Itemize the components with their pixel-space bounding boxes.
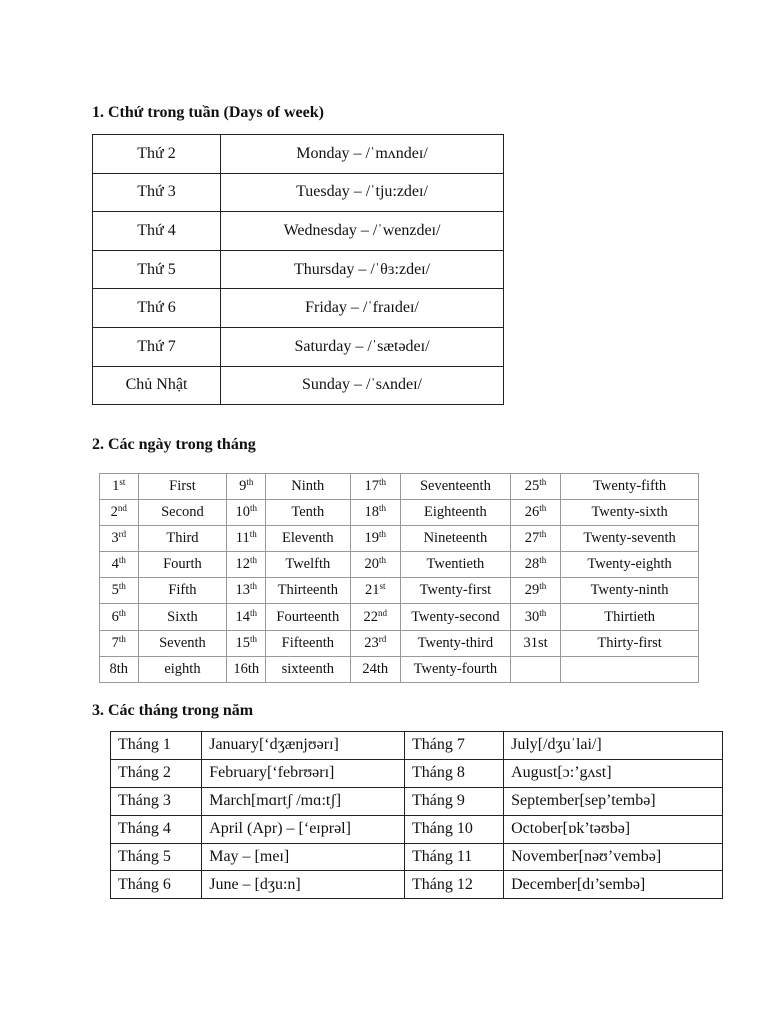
ordinal-number-cell bbox=[510, 578, 560, 604]
ordinal-number-cell bbox=[350, 578, 400, 604]
ordinal-number-cell bbox=[100, 630, 139, 656]
ordinal-number-cell bbox=[227, 604, 266, 630]
month-en-cell: November[nəʊ’vembə] bbox=[504, 843, 723, 871]
ordinal-word-cell: Thirteenth bbox=[266, 578, 350, 604]
day-vi-cell: Thứ 6 bbox=[93, 289, 221, 328]
table-row bbox=[111, 843, 723, 871]
table-row bbox=[100, 578, 699, 604]
ordinal-suffix: th bbox=[539, 477, 547, 488]
ordinal-suffix: th bbox=[249, 581, 257, 592]
ordinal-suffix: st bbox=[119, 477, 126, 488]
ordinal-number-cell bbox=[227, 656, 266, 682]
ordinal-word-cell: Eighteenth bbox=[400, 500, 510, 526]
ordinal-number: 30 bbox=[524, 608, 540, 625]
ordinal-number: 5 bbox=[111, 582, 119, 599]
ordinal-suffix: nd bbox=[377, 607, 387, 618]
ordinal-suffix: th bbox=[118, 633, 126, 644]
table-row bbox=[100, 552, 699, 578]
ordinal-number: 4 bbox=[111, 556, 119, 573]
month-vi-cell: Tháng 3 bbox=[111, 787, 202, 815]
month-en-cell: May – [meɪ] bbox=[202, 843, 405, 871]
ordinal-number-cell bbox=[227, 500, 266, 526]
ordinal-word-cell: Twenty-ninth bbox=[561, 578, 699, 604]
month-en-cell: December[dɪ’sembə] bbox=[504, 871, 723, 899]
day-vi-cell: Chủ Nhật bbox=[93, 366, 221, 405]
month-vi-cell: Tháng 12 bbox=[405, 871, 504, 899]
day-en-cell: Thursday – /ˈθɜ:zdeɪ/ bbox=[221, 250, 504, 289]
table-row bbox=[100, 500, 699, 526]
ordinal-word-cell: Fifth bbox=[138, 578, 227, 604]
month-vi-cell: Tháng 4 bbox=[111, 815, 202, 843]
table-row bbox=[100, 630, 699, 656]
ordinal-number: 29 bbox=[524, 582, 540, 599]
ordinal-number: 3 bbox=[111, 530, 119, 547]
day-vi-cell: Thứ 7 bbox=[93, 327, 221, 366]
ordinal-word-cell: Twelfth bbox=[266, 552, 350, 578]
ordinal-suffix: th bbox=[249, 503, 257, 514]
month-vi-cell: Tháng 8 bbox=[405, 759, 504, 787]
ordinal-suffix: rd bbox=[118, 529, 127, 540]
ordinal-number-cell bbox=[510, 552, 560, 578]
ordinal-suffix: th bbox=[378, 477, 386, 488]
table-row bbox=[100, 474, 699, 500]
month-en-cell: March[mɑrtʃ /mɑ:tʃ] bbox=[202, 787, 405, 815]
ordinal-number: 28 bbox=[524, 556, 540, 573]
days-of-week-table bbox=[92, 134, 504, 405]
ordinal-number: 15 bbox=[235, 634, 250, 651]
day-en-cell: Friday – /ˈfraɪdeɪ/ bbox=[221, 289, 504, 328]
ordinal-number-cell bbox=[100, 500, 139, 526]
ordinal-suffix: th bbox=[378, 503, 386, 514]
month-en-cell: July[/dʒuˈlai/] bbox=[504, 732, 723, 760]
ordinal-number-cell bbox=[227, 474, 266, 500]
ordinal-word-cell: Ninth bbox=[266, 474, 350, 500]
ordinal-suffix: th bbox=[118, 555, 126, 566]
month-vi-cell: Tháng 11 bbox=[405, 843, 504, 871]
ordinal-word-cell: Second bbox=[138, 500, 227, 526]
month-en-cell: February[‘febrʊərɪ] bbox=[202, 759, 405, 787]
month-vi-cell: Tháng 9 bbox=[405, 787, 504, 815]
ordinal-number: 1 bbox=[112, 478, 120, 495]
ordinal-number: 10 bbox=[235, 504, 250, 521]
table-row bbox=[93, 327, 504, 366]
ordinal-suffix: th bbox=[249, 529, 257, 540]
ordinal-number: 19 bbox=[364, 530, 379, 547]
ordinal-number: 18 bbox=[364, 504, 379, 521]
month-vi-cell: Tháng 1 bbox=[111, 732, 202, 760]
month-en-cell: January[‘dʒænjʊərɪ] bbox=[202, 732, 405, 760]
ordinal-number: 11 bbox=[235, 530, 250, 547]
table-row bbox=[93, 289, 504, 328]
ordinal-number: 31st bbox=[523, 634, 548, 651]
day-vi-cell: Thứ 4 bbox=[93, 212, 221, 251]
ordinal-word-cell: Twenty-second bbox=[400, 604, 510, 630]
ordinal-word-cell: Sixth bbox=[138, 604, 227, 630]
ordinal-number: 26 bbox=[524, 504, 540, 521]
ordinal-number: 27 bbox=[524, 530, 540, 547]
day-vi-cell: Thứ 2 bbox=[93, 135, 221, 174]
ordinal-word-cell: Seventh bbox=[138, 630, 227, 656]
ordinal-word-cell: Fifteenth bbox=[266, 630, 350, 656]
day-en-cell: Wednesday – /ˈwenzdeɪ/ bbox=[221, 212, 504, 251]
table-row bbox=[111, 815, 723, 843]
ordinal-number-cell bbox=[100, 552, 139, 578]
ordinal-number-cell bbox=[227, 630, 266, 656]
ordinal-number-cell bbox=[510, 474, 560, 500]
ordinal-number-cell bbox=[100, 604, 139, 630]
ordinal-number-cell bbox=[510, 604, 560, 630]
ordinal-number: 20 bbox=[364, 556, 379, 573]
ordinal-word-cell: Twenty-first bbox=[400, 578, 510, 604]
ordinal-word-cell: Eleventh bbox=[266, 526, 350, 552]
ordinal-number: 2 bbox=[110, 504, 118, 521]
ordinal-suffix: th bbox=[539, 581, 547, 592]
ordinal-suffix: th bbox=[249, 607, 257, 618]
ordinal-suffix: nd bbox=[117, 503, 127, 514]
section2-title: 2. Các ngày trong tháng bbox=[92, 436, 256, 453]
ordinal-number-cell bbox=[350, 604, 400, 630]
ordinal-number-cell bbox=[510, 526, 560, 552]
ordinal-number-cell bbox=[100, 578, 139, 604]
month-en-cell: April (Apr) – [‘eɪprəl] bbox=[202, 815, 405, 843]
day-en-cell: Monday – /ˈmʌndeɪ/ bbox=[221, 135, 504, 174]
table-row bbox=[111, 871, 723, 899]
ordinal-number: 25 bbox=[524, 478, 540, 495]
days-of-month-table bbox=[99, 473, 699, 683]
ordinal-word-cell: Fourteenth bbox=[266, 604, 350, 630]
day-en-cell: Sunday – /ˈsʌndeɪ/ bbox=[221, 366, 504, 405]
month-vi-cell: Tháng 6 bbox=[111, 871, 202, 899]
day-vi-cell: Thứ 3 bbox=[93, 173, 221, 212]
ordinal-word-cell bbox=[561, 656, 699, 682]
ordinal-suffix: th bbox=[539, 607, 547, 618]
ordinal-word-cell: sixteenth bbox=[266, 656, 350, 682]
table-row bbox=[93, 250, 504, 289]
ordinal-number: 6 bbox=[111, 608, 119, 625]
ordinal-word-cell: Twentieth bbox=[400, 552, 510, 578]
ordinal-word-cell: Nineteenth bbox=[400, 526, 510, 552]
table-row bbox=[100, 604, 699, 630]
month-en-cell: June – [dʒu:n] bbox=[202, 871, 405, 899]
ordinal-number-cell bbox=[227, 578, 266, 604]
ordinal-number-cell bbox=[227, 526, 266, 552]
month-vi-cell: Tháng 2 bbox=[111, 759, 202, 787]
ordinal-word-cell: Twenty-fifth bbox=[561, 474, 699, 500]
table-row bbox=[111, 759, 723, 787]
ordinal-number: 23 bbox=[364, 634, 379, 651]
ordinal-word-cell: Twenty-fourth bbox=[400, 656, 510, 682]
day-en-cell: Tuesday – /ˈtju:zdeɪ/ bbox=[221, 173, 504, 212]
ordinal-number-cell bbox=[350, 630, 400, 656]
ordinal-suffix: st bbox=[379, 581, 386, 592]
ordinal-number: 13 bbox=[235, 582, 250, 599]
ordinal-number-cell bbox=[510, 656, 560, 682]
ordinal-number: 21 bbox=[364, 582, 380, 599]
table-row bbox=[100, 656, 699, 682]
ordinal-number: 7 bbox=[111, 634, 119, 651]
ordinal-number-cell bbox=[350, 526, 400, 552]
ordinal-number-cell bbox=[350, 474, 400, 500]
ordinal-number: 12 bbox=[235, 556, 250, 573]
month-vi-cell: Tháng 10 bbox=[405, 815, 504, 843]
ordinal-word-cell: Twenty-eighth bbox=[561, 552, 699, 578]
ordinal-word-cell: Seventeenth bbox=[400, 474, 510, 500]
ordinal-word-cell: Twenty-sixth bbox=[561, 500, 699, 526]
ordinal-suffix: th bbox=[378, 555, 386, 566]
ordinal-number-cell bbox=[227, 552, 266, 578]
ordinal-word-cell: Thirty-first bbox=[561, 630, 699, 656]
section1-title: 1. Cthứ trong tuần (Days of week) bbox=[92, 104, 324, 121]
ordinal-number: 8th bbox=[109, 660, 129, 677]
months-table bbox=[110, 731, 723, 899]
ordinal-suffix: th bbox=[249, 555, 257, 566]
ordinal-word-cell: Fourth bbox=[138, 552, 227, 578]
month-en-cell: October[ɒk’təʊbə] bbox=[504, 815, 723, 843]
table-row bbox=[93, 173, 504, 212]
table-row bbox=[111, 732, 723, 760]
ordinal-number-cell bbox=[350, 552, 400, 578]
ordinal-number: 16th bbox=[233, 660, 260, 677]
ordinal-suffix: th bbox=[118, 607, 126, 618]
ordinal-word-cell: Tenth bbox=[266, 500, 350, 526]
ordinal-suffix: rd bbox=[378, 633, 387, 644]
section3-title: 3. Các tháng trong năm bbox=[92, 702, 254, 719]
ordinal-suffix: th bbox=[246, 477, 254, 488]
ordinal-suffix: th bbox=[539, 555, 547, 566]
month-en-cell: August[ɔ:’gʌst] bbox=[504, 759, 723, 787]
ordinal-number-cell bbox=[100, 474, 139, 500]
ordinal-suffix: th bbox=[539, 529, 547, 540]
ordinal-word-cell: Twenty-seventh bbox=[561, 526, 699, 552]
month-vi-cell: Tháng 5 bbox=[111, 843, 202, 871]
ordinal-number-cell bbox=[350, 500, 400, 526]
table-row bbox=[100, 526, 699, 552]
ordinal-suffix: th bbox=[249, 633, 257, 644]
month-en-cell: September[sep’tembə] bbox=[504, 787, 723, 815]
table-row bbox=[93, 366, 504, 405]
ordinal-word-cell: Twenty-third bbox=[400, 630, 510, 656]
ordinal-suffix: th bbox=[378, 529, 386, 540]
ordinal-number-cell bbox=[100, 656, 139, 682]
day-vi-cell: Thứ 5 bbox=[93, 250, 221, 289]
day-en-cell: Saturday – /ˈsætədeɪ/ bbox=[221, 327, 504, 366]
ordinal-word-cell: Third bbox=[138, 526, 227, 552]
ordinal-number: 14 bbox=[235, 608, 250, 625]
ordinal-number-cell bbox=[510, 630, 560, 656]
ordinal-number: 24th bbox=[362, 660, 389, 677]
ordinal-word-cell: First bbox=[138, 474, 227, 500]
month-vi-cell: Tháng 7 bbox=[405, 732, 504, 760]
ordinal-number: 9 bbox=[239, 478, 247, 495]
ordinal-number-cell bbox=[350, 656, 400, 682]
ordinal-word-cell: eighth bbox=[138, 656, 227, 682]
table-row bbox=[111, 787, 723, 815]
table-row bbox=[93, 135, 504, 174]
ordinal-number: 22 bbox=[363, 608, 378, 625]
ordinal-suffix: th bbox=[118, 581, 126, 592]
table-row bbox=[93, 212, 504, 251]
ordinal-number: 17 bbox=[364, 478, 379, 495]
ordinal-number-cell bbox=[510, 500, 560, 526]
ordinal-word-cell: Thirtieth bbox=[561, 604, 699, 630]
ordinal-number-cell bbox=[100, 526, 139, 552]
ordinal-suffix: th bbox=[539, 503, 547, 514]
